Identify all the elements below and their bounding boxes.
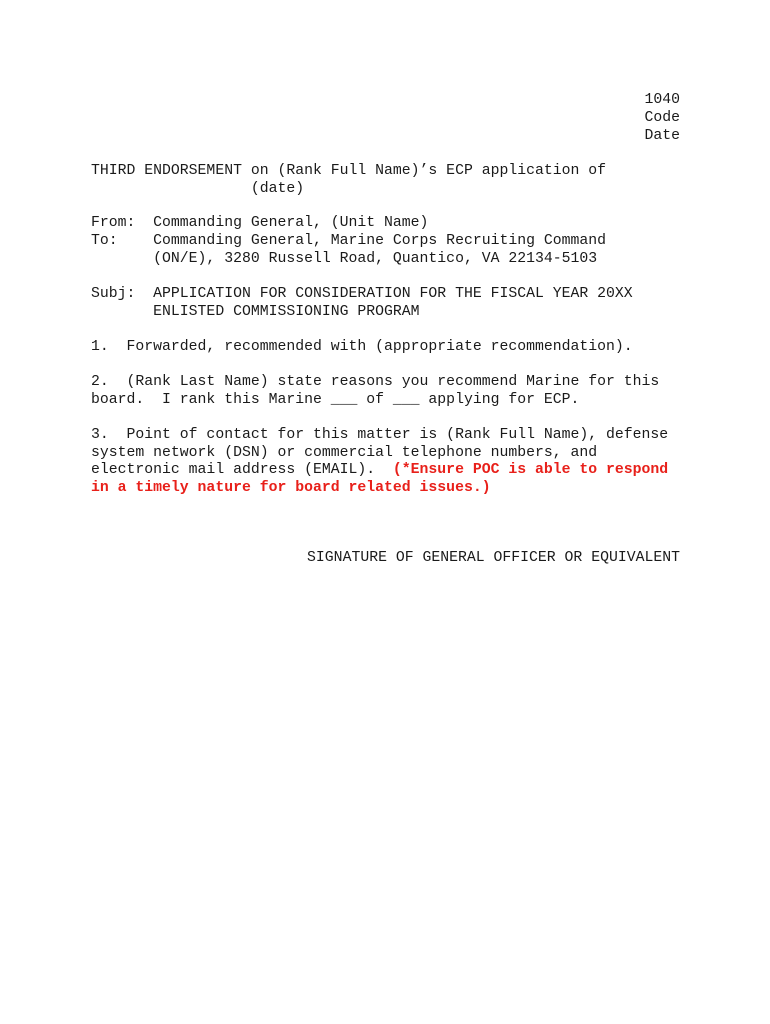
poc-note-red-continued: in a timely nature for board related issues.) bbox=[91, 480, 491, 496]
paragraph-2-line-1: 2. (Rank Last Name) state reasons you recommend Marine for this bbox=[91, 374, 660, 390]
endorsement-title: THIRD ENDORSEMENT on (Rank Full Name)’s ECP application of bbox=[91, 163, 607, 179]
office-code: Code bbox=[644, 110, 680, 126]
paragraph-3-line-2: system network (DSN) or commercial telephone numbers, and bbox=[91, 445, 598, 461]
paragraph-1: 1. Forwarded, recommended with (appropriate recommendation). bbox=[91, 339, 633, 355]
subject-line-continued: ENLISTED COMMISSIONING PROGRAM bbox=[91, 304, 420, 320]
signature-block: SIGNATURE OF GENERAL OFFICER OR EQUIVALENT bbox=[307, 550, 680, 566]
letter-date: Date bbox=[644, 128, 680, 144]
paragraph-3-line-3 bbox=[91, 462, 668, 480]
endorsement-date: (date) bbox=[91, 181, 305, 197]
to-address-line: (ON/E), 3280 Russell Road, Quantico, VA 22134-5103 bbox=[91, 251, 598, 267]
to-line: To: Commanding General, Marine Corps Recruiting Command bbox=[91, 233, 607, 249]
from-line: From: Commanding General, (Unit Name) bbox=[91, 215, 429, 231]
paragraph-3-line-1: 3. Point of contact for this matter is (Rank Full Name), defense bbox=[91, 427, 669, 443]
paragraph-3-plain-text: electronic mail address (EMAIL). bbox=[91, 462, 393, 478]
ssic-number: 1040 bbox=[644, 92, 680, 108]
paragraph-2-line-2: board. I rank this Marine ___ of ___ applying for ECP. bbox=[91, 392, 580, 408]
poc-note-red: (*Ensure POC is able to respond bbox=[392, 462, 669, 478]
subject-line: Subj: APPLICATION FOR CONSIDERATION FOR THE FISCAL YEAR 20XX bbox=[91, 286, 633, 302]
